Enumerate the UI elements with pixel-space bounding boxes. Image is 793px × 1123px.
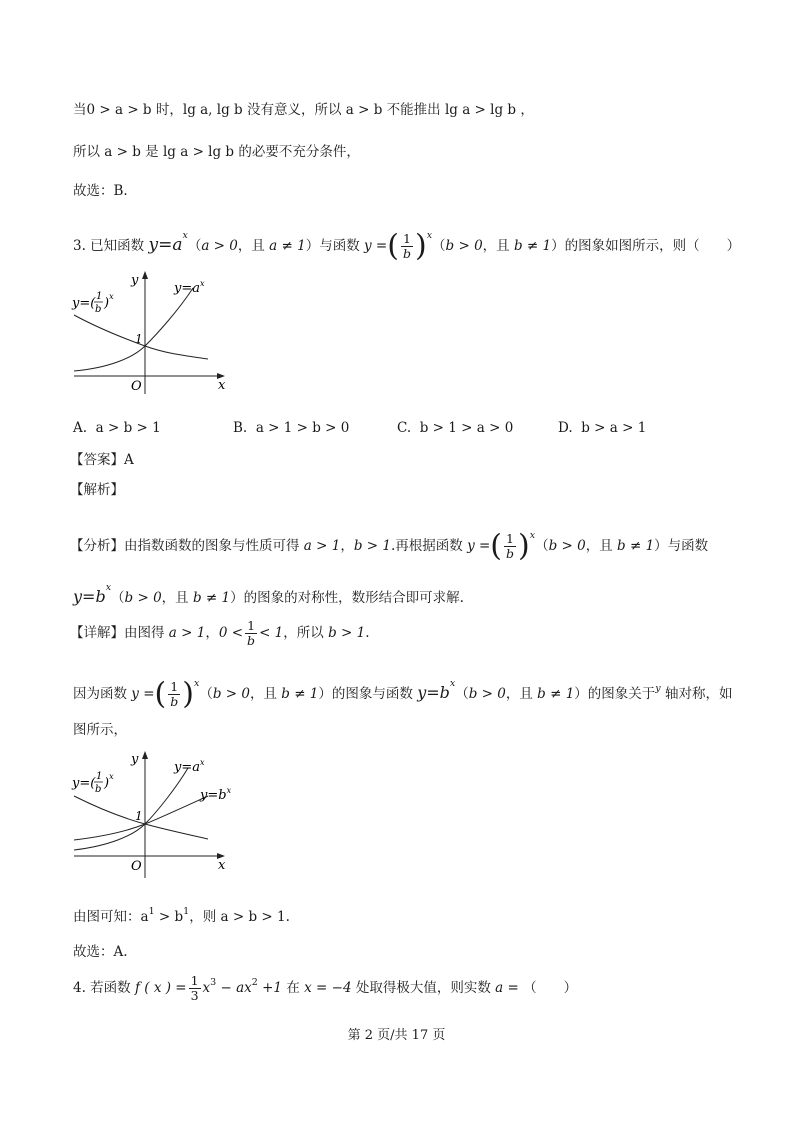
question-4: 4. 若函数 f ( x ) = $\frac{1}{3}$ $x^3 - ax^2 +1$ 在 x = −4 处取得极大值，则实数 a = （ ） xyxy=(73,973,578,1003)
detail-line-1: 【详解】由图得 a > 1，0 < $\frac{1}{b}$ < 1，所以 b > 1. xyxy=(70,618,370,648)
origin-label: O xyxy=(131,379,142,394)
analysis-line-2: $y=b^x(b > 0$，且 b ≠ 1）的图象的对称性，数形结合即可求解. xyxy=(73,582,464,606)
curve-label-bx: $y=b^x$ xyxy=(200,786,232,803)
frac-den: b xyxy=(95,304,102,315)
paren-close: )$^x$ xyxy=(104,292,114,311)
x-axis-label: x xyxy=(218,858,226,873)
frac-den: b xyxy=(95,784,102,795)
conclusion-line: 由图可知：$a^1 > b^1$，则 a > b > 1. xyxy=(73,906,290,925)
answer-tag: 【答案】 xyxy=(70,452,124,468)
y-axis-label: y xyxy=(131,752,139,767)
curve-label-ax: $y=a^x$ xyxy=(174,758,205,775)
graph-1 xyxy=(68,266,233,398)
one-label: 1 xyxy=(135,809,143,823)
curve-label-ax: $y=a^x$ xyxy=(174,279,205,296)
fraction-1-over-b: $\frac{1}{b}$ xyxy=(402,231,411,261)
option-a[interactable]: A. a > b > 1 xyxy=(73,420,161,436)
graph-2 xyxy=(68,746,238,882)
detail-line-3: 图所示， xyxy=(73,722,127,738)
y-axis-arrow xyxy=(142,271,148,279)
text-line-2: 所以 a > b 是 lg a > lg b 的必要不充分条件， xyxy=(73,144,360,160)
text-line-1: 当0 > a > b 时，lg a, lg b 没有意义，所以 a > b 不能推出 lg a > lg b ， xyxy=(73,102,534,118)
x-axis-label: x xyxy=(218,378,226,393)
option-c[interactable]: C. b > 1 > a > 0 xyxy=(397,420,514,436)
frac-num: 1 xyxy=(96,291,103,302)
one-label: 1 xyxy=(135,332,143,346)
y-axis-arrow xyxy=(142,751,148,759)
frac-num: 1 xyxy=(96,771,103,782)
page-footer: 第 2 页/共 17 页 xyxy=(347,1028,446,1043)
choice-b-line: 故选：B. xyxy=(73,183,128,199)
analysis-line-1: 【分析】由指数函数的图象与性质可得 a > 1，b > 1.再根据函数 y =( $\frac{1}{b}$ )$^x$（b > 0，且 b ≠ 1）与函数 xyxy=(70,528,709,564)
paren-close: )$^x$ xyxy=(104,772,114,791)
answer-line: 【答案】A xyxy=(70,452,134,468)
origin-label: O xyxy=(131,859,142,874)
option-d[interactable]: D. b > a > 1 xyxy=(558,420,647,436)
question-3: 3. 已知函数 $y=a^x(a > 0$，且 a ≠ 1）与函数 y =( $\frac{1}{b}$ )$^x$（b > 0，且 b ≠ 1）的图象如图所示，则（ ） xyxy=(73,228,741,264)
option-b[interactable]: B. a > 1 > b > 0 xyxy=(233,420,350,436)
choice-a-line: 故选：A. xyxy=(73,944,128,960)
curve-label-1-over-b: y=( xyxy=(72,776,96,791)
curve-label-1-over-b: y=( xyxy=(72,296,96,311)
analysis-tag: 【解析】 xyxy=(70,482,124,498)
y-axis-label: y xyxy=(131,273,139,288)
detail-line-2: 因为函数 y =( $\frac{1}{b}$ )$^x$（b > 0，且 b ≠ 1）的图象与函数 $y=b^x(b > 0$，且 b ≠ 1）的图象关于$^y$ 轴对称，如 xyxy=(73,676,733,712)
